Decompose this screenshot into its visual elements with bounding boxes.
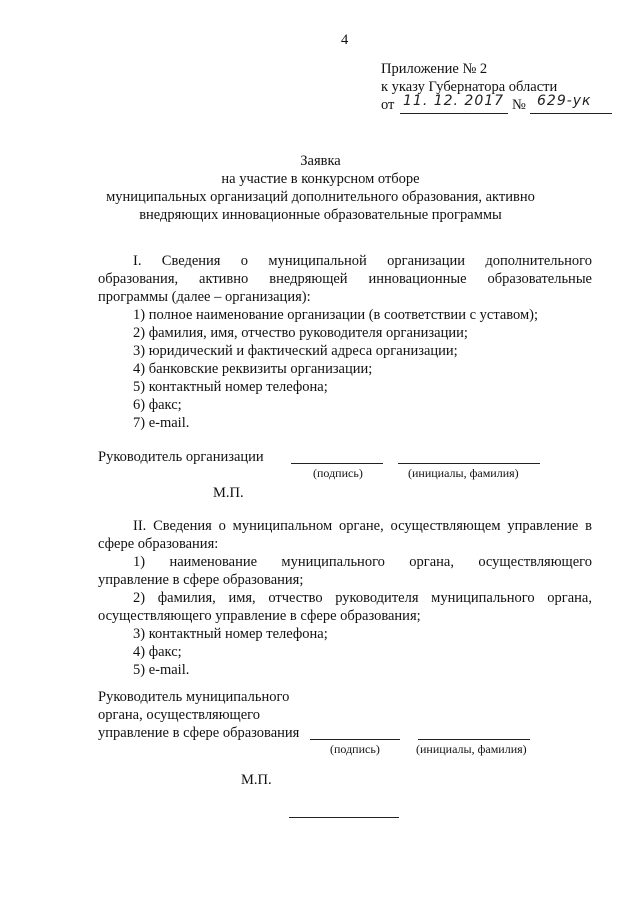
number-underline bbox=[530, 113, 612, 114]
section-1-signer: Руководитель организации bbox=[98, 449, 264, 465]
section-2-intro-line-1: II. Сведения о муниципальном органе, осуществляющем управление в bbox=[133, 518, 592, 534]
section-2-signature-line bbox=[310, 739, 400, 740]
section-2-signature-label: (подпись) bbox=[330, 742, 380, 756]
section-1-initials-label: (инициалы, фамилия) bbox=[408, 466, 519, 480]
section-2-item-2-line-2: осуществляющего управление в сфере образования; bbox=[98, 608, 421, 624]
bottom-separator bbox=[289, 817, 399, 818]
section-1-signature-line bbox=[291, 463, 383, 464]
section-2-item-1-line-1: 1) наименование муниципального органа, осуществляющего bbox=[133, 554, 592, 570]
appendix-number-handwritten: 629-ук bbox=[537, 93, 592, 109]
heading-line-4: внедряющих инновационные образовательные программы bbox=[139, 207, 502, 223]
section-1-item: 7) e-mail. bbox=[133, 415, 190, 431]
section-1-initials-line bbox=[398, 463, 540, 464]
section-1-item: 6) факс; bbox=[133, 397, 182, 413]
section-1-item: 4) банковские реквизиты организации; bbox=[133, 361, 373, 377]
date-underline bbox=[400, 113, 508, 114]
section-2-item-1-line-2: управление в сфере образования; bbox=[98, 572, 304, 588]
section-1-item: 5) контактный номер телефона; bbox=[133, 379, 328, 395]
section-1-signature-label: (подпись) bbox=[313, 466, 363, 480]
section-1-item: 2) фамилия, имя, отчество руководителя организации; bbox=[133, 325, 468, 341]
appendix-date-handwritten: 11. 12. 2017 bbox=[403, 93, 505, 109]
appendix-decree: к указу Губернатора области bbox=[381, 79, 558, 95]
section-1-intro-line-2: образования, активно внедряющей инновационные образовательные bbox=[98, 271, 592, 287]
section-1-item: 3) юридический и фактический адреса организации; bbox=[133, 343, 458, 359]
section-1-item: 1) полное наименование организации (в соответствии с уставом); bbox=[133, 307, 539, 323]
section-2-stamp: М.П. bbox=[241, 772, 272, 788]
section-1-intro-line-1: I. Сведения о муниципальной организации дополнительного bbox=[133, 253, 592, 269]
appendix-date-prefix: от bbox=[381, 97, 395, 113]
section-2-signer-line-3: управление в сфере образования bbox=[98, 725, 300, 741]
section-2-item-5: 5) e-mail. bbox=[133, 662, 190, 678]
section-1-intro-line-3: программы (далее – организация): bbox=[98, 289, 311, 305]
section-2-intro-line-2: сфере образования: bbox=[98, 536, 219, 552]
section-2-initials-line bbox=[418, 739, 530, 740]
heading-line-3: муниципальных организаций дополнительного образования, активно bbox=[106, 189, 535, 205]
section-2-signer-line-2: органа, осуществляющего bbox=[98, 707, 260, 723]
section-2-initials-label: (инициалы, фамилия) bbox=[416, 742, 527, 756]
page-number: 4 bbox=[341, 32, 349, 48]
section-2-signer-line-1: Руководитель муниципального bbox=[98, 689, 290, 705]
section-2-item-4: 4) факс; bbox=[133, 644, 182, 660]
section-2-item-2-line-1: 2) фамилия, имя, отчество руководителя муниципального органа, bbox=[133, 590, 592, 606]
heading-title: Заявка bbox=[300, 153, 341, 169]
section-2-item-3: 3) контактный номер телефона; bbox=[133, 626, 328, 642]
heading-line-2: на участие в конкурсном отборе bbox=[221, 171, 420, 187]
appendix-number-prefix: № bbox=[512, 97, 526, 113]
appendix-title: Приложение № 2 bbox=[381, 61, 488, 77]
section-1-stamp: М.П. bbox=[213, 485, 244, 501]
